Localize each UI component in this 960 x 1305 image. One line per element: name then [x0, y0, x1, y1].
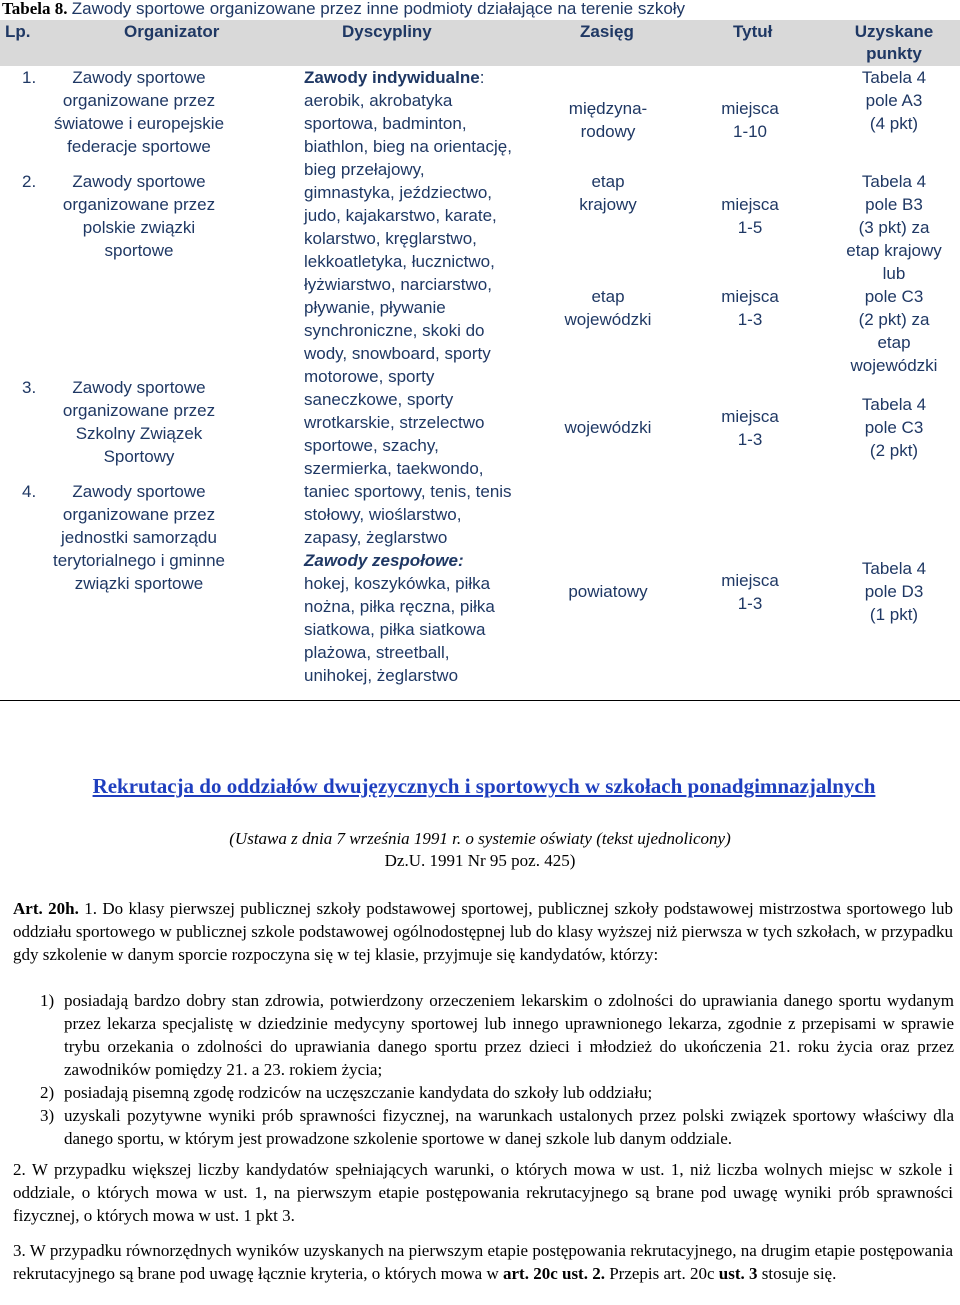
article-paragraph [13, 897, 953, 966]
table-caption-prefix: Tabela 8. [2, 0, 68, 18]
team-discipline-line: plażowa, streetball, [304, 643, 450, 662]
team-label: Zawody zespołowe: [304, 551, 464, 570]
row1-punkty-line: pole A3 [865, 91, 923, 110]
item-3-text: uzyskali pozytywne wyniki prób sprawności fizycznej, na warunkach ustalonych przez polski związek sportowy właściwy dla danego sportu, w którym jest prowadzone szkolenie sportowe w danej szkole lub danym oddziale. [64, 1106, 954, 1148]
indiv-label-line [304, 66, 544, 89]
header-punkty [834, 21, 954, 65]
indiv-discipline-line: gimnastyka, jeździectwo, [304, 183, 493, 202]
row3-punkty-line: Tabela 4 [861, 395, 927, 414]
row1-tytul [690, 97, 810, 143]
row2-punkty-line: wojewódzki [850, 356, 938, 375]
row3-zasieg-line: wojewódzki [564, 418, 652, 437]
item-1-number: 1) [40, 991, 55, 1010]
indiv-colon: : [479, 68, 485, 87]
row2-tytul-krajowy [690, 193, 810, 239]
row1-zasieg-line: międzyna- [568, 99, 648, 118]
indiv-discipline-line: sportowe, szachy, [304, 436, 439, 455]
row3-zasieg [543, 416, 673, 439]
row4-punkty-line: Tabela 4 [861, 559, 927, 578]
row2-org-line: polskie związki sportowe [82, 218, 196, 260]
row1-tytul-line: 1-10 [732, 122, 768, 141]
row4-punkty [834, 557, 954, 626]
row4-org-line: jednostki samorządu [61, 528, 217, 547]
row2-zasieg-line: etap [591, 287, 625, 306]
header-punkty-line2: punkty [866, 44, 922, 63]
law-line-1: (Ustawa z dnia 7 września 1991 r. o systemie oświaty (tekst ujednolicony) [229, 829, 731, 848]
row2-tytul-line: 1-5 [737, 218, 763, 237]
row2-punkty-line: (3 pkt) za [858, 218, 930, 237]
indiv-discipline-line: aerobik, akrobatyka [304, 91, 453, 110]
row2-tytul-line: 1-3 [737, 310, 763, 329]
header-zasieg: Zasięg [580, 22, 634, 41]
header-dyscypliny: Dyscypliny [342, 22, 432, 41]
header-punkty-line1: Uzyskane [854, 22, 934, 41]
indiv-discipline-line: stołowy, wioślarstwo, [304, 505, 462, 524]
indiv-discipline-line: bieg przełajowy, [304, 160, 425, 179]
item-1-text: posiadają bardzo dobry stan zdrowia, potwierdzony orzeczeniem lekarskim o zdolności do uprawiania danego sportu wydanym przez lekarza specjalistę w dziedzinie medycyny sportowej lub innego uprawnionego lekarza, zgodnie z przepisami w sprawie trybu orzekania o zdolności do uprawiania danego sportu przez dzieci i młodzież do ukończenia 21. roku życia oraz przez zawodników pomiędzy 21. a 23. rokiem życia; [64, 991, 954, 1079]
table-caption [2, 0, 685, 20]
row3-lp: 3. [22, 378, 37, 397]
indiv-discipline-line: zapasy, żeglarstwo [304, 528, 448, 547]
team-label-line [304, 549, 544, 572]
paragraph-3 [13, 1239, 953, 1285]
row2-lp: 2. [22, 172, 37, 191]
indiv-discipline-line: szermierka, taekwondo, [304, 459, 484, 478]
row3-org-line: organizowane przez [62, 401, 216, 420]
indiv-discipline-line: lekkoatletyka, łucznictwo, [304, 252, 495, 271]
art-text: Do klasy pierwszej publicznej szkoły podstawowej sportowej, publicznej szkoły podstawowej mistrzostwa sportowego lub oddziału sportowego w publicznej szkole podstawowej ogólnodostępnej lub do klasy wyższej niż pierwsza w tych szkołach, w przypadku gdy szkolenie w danym sporcie rozpoczyna się w tej klasie, przyjmuje się kandydatów, którzy: [13, 899, 954, 964]
indiv-discipline-line: pływanie, pływanie [304, 298, 446, 317]
row1-punkty-line: (4 pkt) [869, 114, 919, 133]
row3-punkty-line: (2 pkt) [869, 441, 919, 460]
dyscypliny-cell [304, 66, 544, 687]
item-2-number: 2) [40, 1083, 55, 1102]
row2-zasieg-line: etap [591, 172, 625, 191]
row3-org-line: Zawody sportowe [72, 378, 206, 397]
row4-org-line: terytorialnego i gminne [53, 551, 225, 570]
header-tytul: Tytuł [733, 22, 773, 41]
row4-org-line: Zawody sportowe [72, 482, 206, 501]
row1-tytul-line: miejsca [721, 99, 779, 118]
row3-organizator [48, 376, 230, 468]
row2-zasieg-wojewodzki [543, 285, 673, 331]
row1-org-line: światowe i europejskie [53, 114, 225, 133]
row3-tytul-line: 1-3 [737, 430, 763, 449]
row1-punkty-line: Tabela 4 [861, 68, 927, 87]
row1-org-line: Zawody sportowe [72, 68, 206, 87]
row3-punkty [834, 393, 954, 462]
row4-organizator [48, 480, 230, 595]
p3-part-c: Przepis art. 20c [604, 1264, 719, 1283]
indiv-discipline-line: taniec sportowy, tenis, tenis [304, 482, 512, 501]
row2-punkty-line: lub [882, 264, 906, 283]
table-caption-title: Zawody sportowe organizowane przez inne podmioty działające na terenie szkoły [71, 0, 686, 18]
row3-tytul-line: miejsca [721, 407, 779, 426]
indiv-discipline-line: wody, snowboard, sporty [304, 344, 491, 363]
item-2-text: posiadają pisemną zgodę rodziców na uczęszczanie kandydata do szkoły lub oddziału; [64, 1083, 653, 1102]
team-lines [304, 572, 544, 687]
p3-part-d: ust. 3 [718, 1264, 758, 1283]
indiv-discipline-line: judo, kajakarstwo, karate, [304, 206, 497, 225]
art-label: Art. 20h. [13, 899, 79, 918]
indiv-label: Zawody indywidualne [304, 68, 480, 87]
team-discipline-line: unihokej, żeglarstwo [304, 666, 459, 685]
team-discipline-line: hokej, koszykówka, piłka [304, 574, 491, 593]
row2-punkty-line: Tabela 4 [861, 172, 927, 191]
indiv-discipline-line: sportowa, badminton, [304, 114, 467, 133]
row1-zasieg [543, 97, 673, 143]
row2-punkty-line: etap krajowy [846, 241, 942, 260]
table-bottom-border [0, 700, 960, 701]
row2-tytul-line: miejsca [721, 287, 779, 306]
indiv-discipline-line: biathlon, bieg na orientację, [304, 137, 512, 156]
header-organizator: Organizator [124, 22, 220, 41]
indiv-discipline-line: kolarstwo, kręglarstwo, [304, 229, 477, 248]
row1-punkty [834, 66, 954, 135]
indiv-discipline-line: łyżwiarstwo, narciarstwo, [304, 275, 492, 294]
row4-lp: 4. [22, 482, 37, 501]
law-line-2: Dz.U. 1991 Nr 95 poz. 425) [384, 851, 576, 870]
p3-part-a: 3. W przypadku równorzędnych wyników uzyskanych na pierwszym etapie postępowania rekrutacyjnego, na drugim etapie postępowania rekrutacyjnego są brane pod uwagę łącznie kryteria, o których mowa w [13, 1241, 953, 1283]
team-discipline-line: nożna, piłka ręczna, piłka [304, 597, 495, 616]
item-3-number: 3) [40, 1106, 55, 1125]
p3-part-e: stosuje się. [757, 1264, 837, 1283]
row2-punkty-line: pole B3 [865, 195, 923, 214]
team-discipline-line: siatkowa, piłka siatkowa [304, 620, 486, 639]
row1-lp: 1. [22, 68, 37, 87]
row4-tytul-line: miejsca [721, 571, 779, 590]
row1-organizator [48, 66, 230, 158]
indiv-lines [304, 89, 544, 549]
art-number: 1. [84, 899, 97, 918]
row4-zasieg-line: powiatowy [568, 582, 648, 601]
row2-organizator [48, 170, 230, 262]
row2-org-line: organizowane przez [62, 195, 216, 214]
row3-tytul [690, 405, 810, 451]
row2-punkty-line: (2 pkt) za [858, 310, 930, 329]
header-lp: Lp. [5, 22, 31, 41]
row4-punkty-line: pole D3 [864, 582, 924, 601]
indiv-discipline-line: synchroniczne, skoki do [304, 321, 485, 340]
row4-zasieg [543, 580, 673, 603]
row3-punkty-line: pole C3 [864, 418, 924, 437]
p3-part-b: art. 20c ust. 2. [502, 1264, 605, 1283]
row4-punkty-line: (1 pkt) [869, 605, 919, 624]
row2-org-line: Zawody sportowe [72, 172, 206, 191]
section-heading: Rekrutacja do oddziałów dwujęzycznych i sportowych w szkołach ponadgimnazjalnych [92, 774, 876, 798]
row2-punkty-line: etap [877, 333, 911, 352]
row2-zasieg-line: wojewódzki [564, 310, 652, 329]
row2-tytul-wojewodzki [690, 285, 810, 331]
row2-zasieg-krajowy [543, 170, 673, 216]
indiv-discipline-line: saneczkowe, sporty [304, 390, 454, 409]
row3-org-line: Szkolny Związek [75, 424, 203, 443]
indiv-discipline-line: motorowe, sporty [304, 367, 435, 386]
row3-org-line: Sportowy [103, 447, 175, 466]
row4-org-line: organizowane przez [62, 505, 216, 524]
paragraph-2: 2. W przypadku większej liczby kandydatów spełniających warunki, o których mowa w ust. 1, niż liczba wolnych miejsc w szkole i oddziale, o których mowa w ust. 1, na pierwszym etapie postępowania rekrutacyjnego są brane pod uwagę wyniki prób sprawności fizycznej, o których mowa w ust. 1 pkt 3. [13, 1160, 953, 1225]
row2-tytul-line: miejsca [721, 195, 779, 214]
row4-org-line: związki sportowe [74, 574, 204, 593]
row2-punkty-line: pole C3 [864, 287, 924, 306]
row2-punkty [834, 170, 954, 377]
row2-zasieg-line: krajowy [579, 195, 637, 214]
indiv-discipline-line: wrotkarskie, strzelectwo [304, 413, 485, 432]
row4-tytul-line: 1-3 [737, 594, 763, 613]
row1-org-line: federacje sportowe [67, 137, 211, 156]
row1-zasieg-line: rodowy [580, 122, 636, 141]
row4-tytul [690, 569, 810, 615]
row1-org-line: organizowane przez [62, 91, 216, 110]
law-reference [0, 828, 960, 872]
